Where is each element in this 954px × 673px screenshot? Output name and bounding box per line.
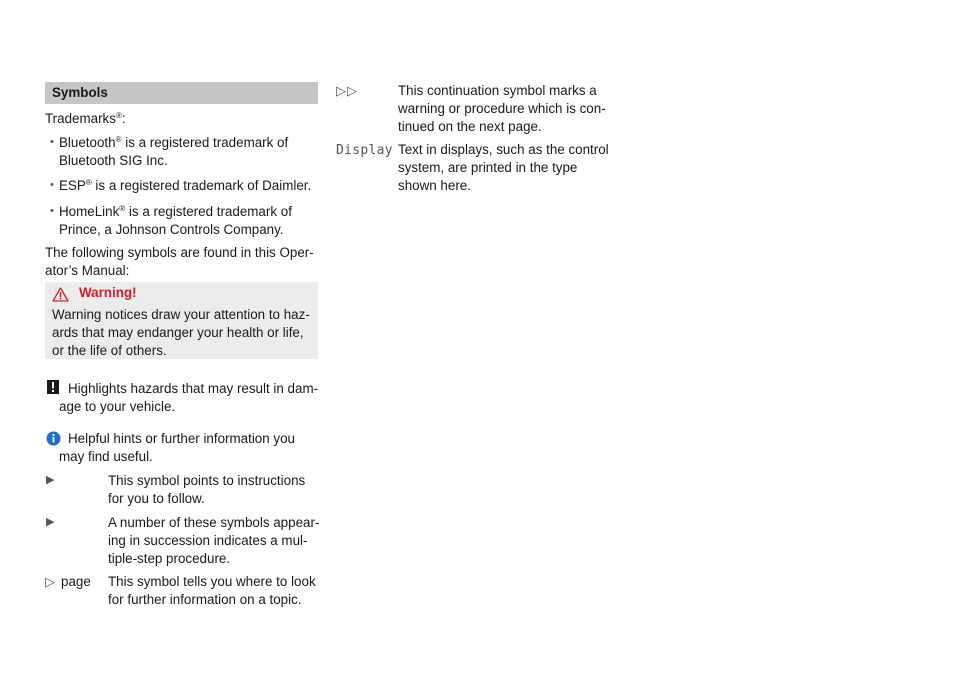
- play-arrow-icon: ▶: [46, 516, 55, 528]
- info-icon: [46, 431, 61, 446]
- page-reference-icon: ▷: [45, 574, 55, 589]
- bullet-icon: •: [50, 179, 54, 191]
- display-font-sample: Display: [336, 143, 393, 158]
- play-arrow-icon: ▶: [46, 474, 55, 486]
- warning-box: [45, 282, 318, 359]
- bullet-icon: •: [50, 205, 54, 217]
- symbol-description: This symbol tells you where to look for further information on a topic.: [108, 574, 316, 607]
- trademarks-heading: Trademarks®:: [45, 111, 126, 126]
- continuation-icon: ▷▷: [336, 83, 358, 98]
- page-label: page: [61, 574, 91, 589]
- symbol-description: This symbol points to instructions for you to follow.: [108, 473, 306, 506]
- symbol-description: Text in displays, such as the control system, are printed in the type shown here.: [398, 142, 609, 193]
- warning-text: Warning notices draw your attention to haz- ards that may endanger your health or life, or the life of others.: [52, 307, 310, 358]
- warning-title: Warning!: [79, 285, 137, 300]
- section-header: [45, 82, 318, 104]
- section-title: Symbols: [52, 85, 108, 100]
- intro-text: The following symbols are found in this Oper- ator’s Manual:: [45, 245, 314, 278]
- bullet-icon: •: [50, 136, 54, 148]
- exclamation-icon: [47, 380, 59, 394]
- symbol-description: This continuation symbol marks a warning or procedure which is con- tinued on the next page.: [398, 83, 606, 134]
- warning-triangle-icon: [52, 287, 69, 302]
- symbol-description: A number of these symbols appear- ing in succession indicates a mul- tiple-step procedure.: [108, 515, 320, 566]
